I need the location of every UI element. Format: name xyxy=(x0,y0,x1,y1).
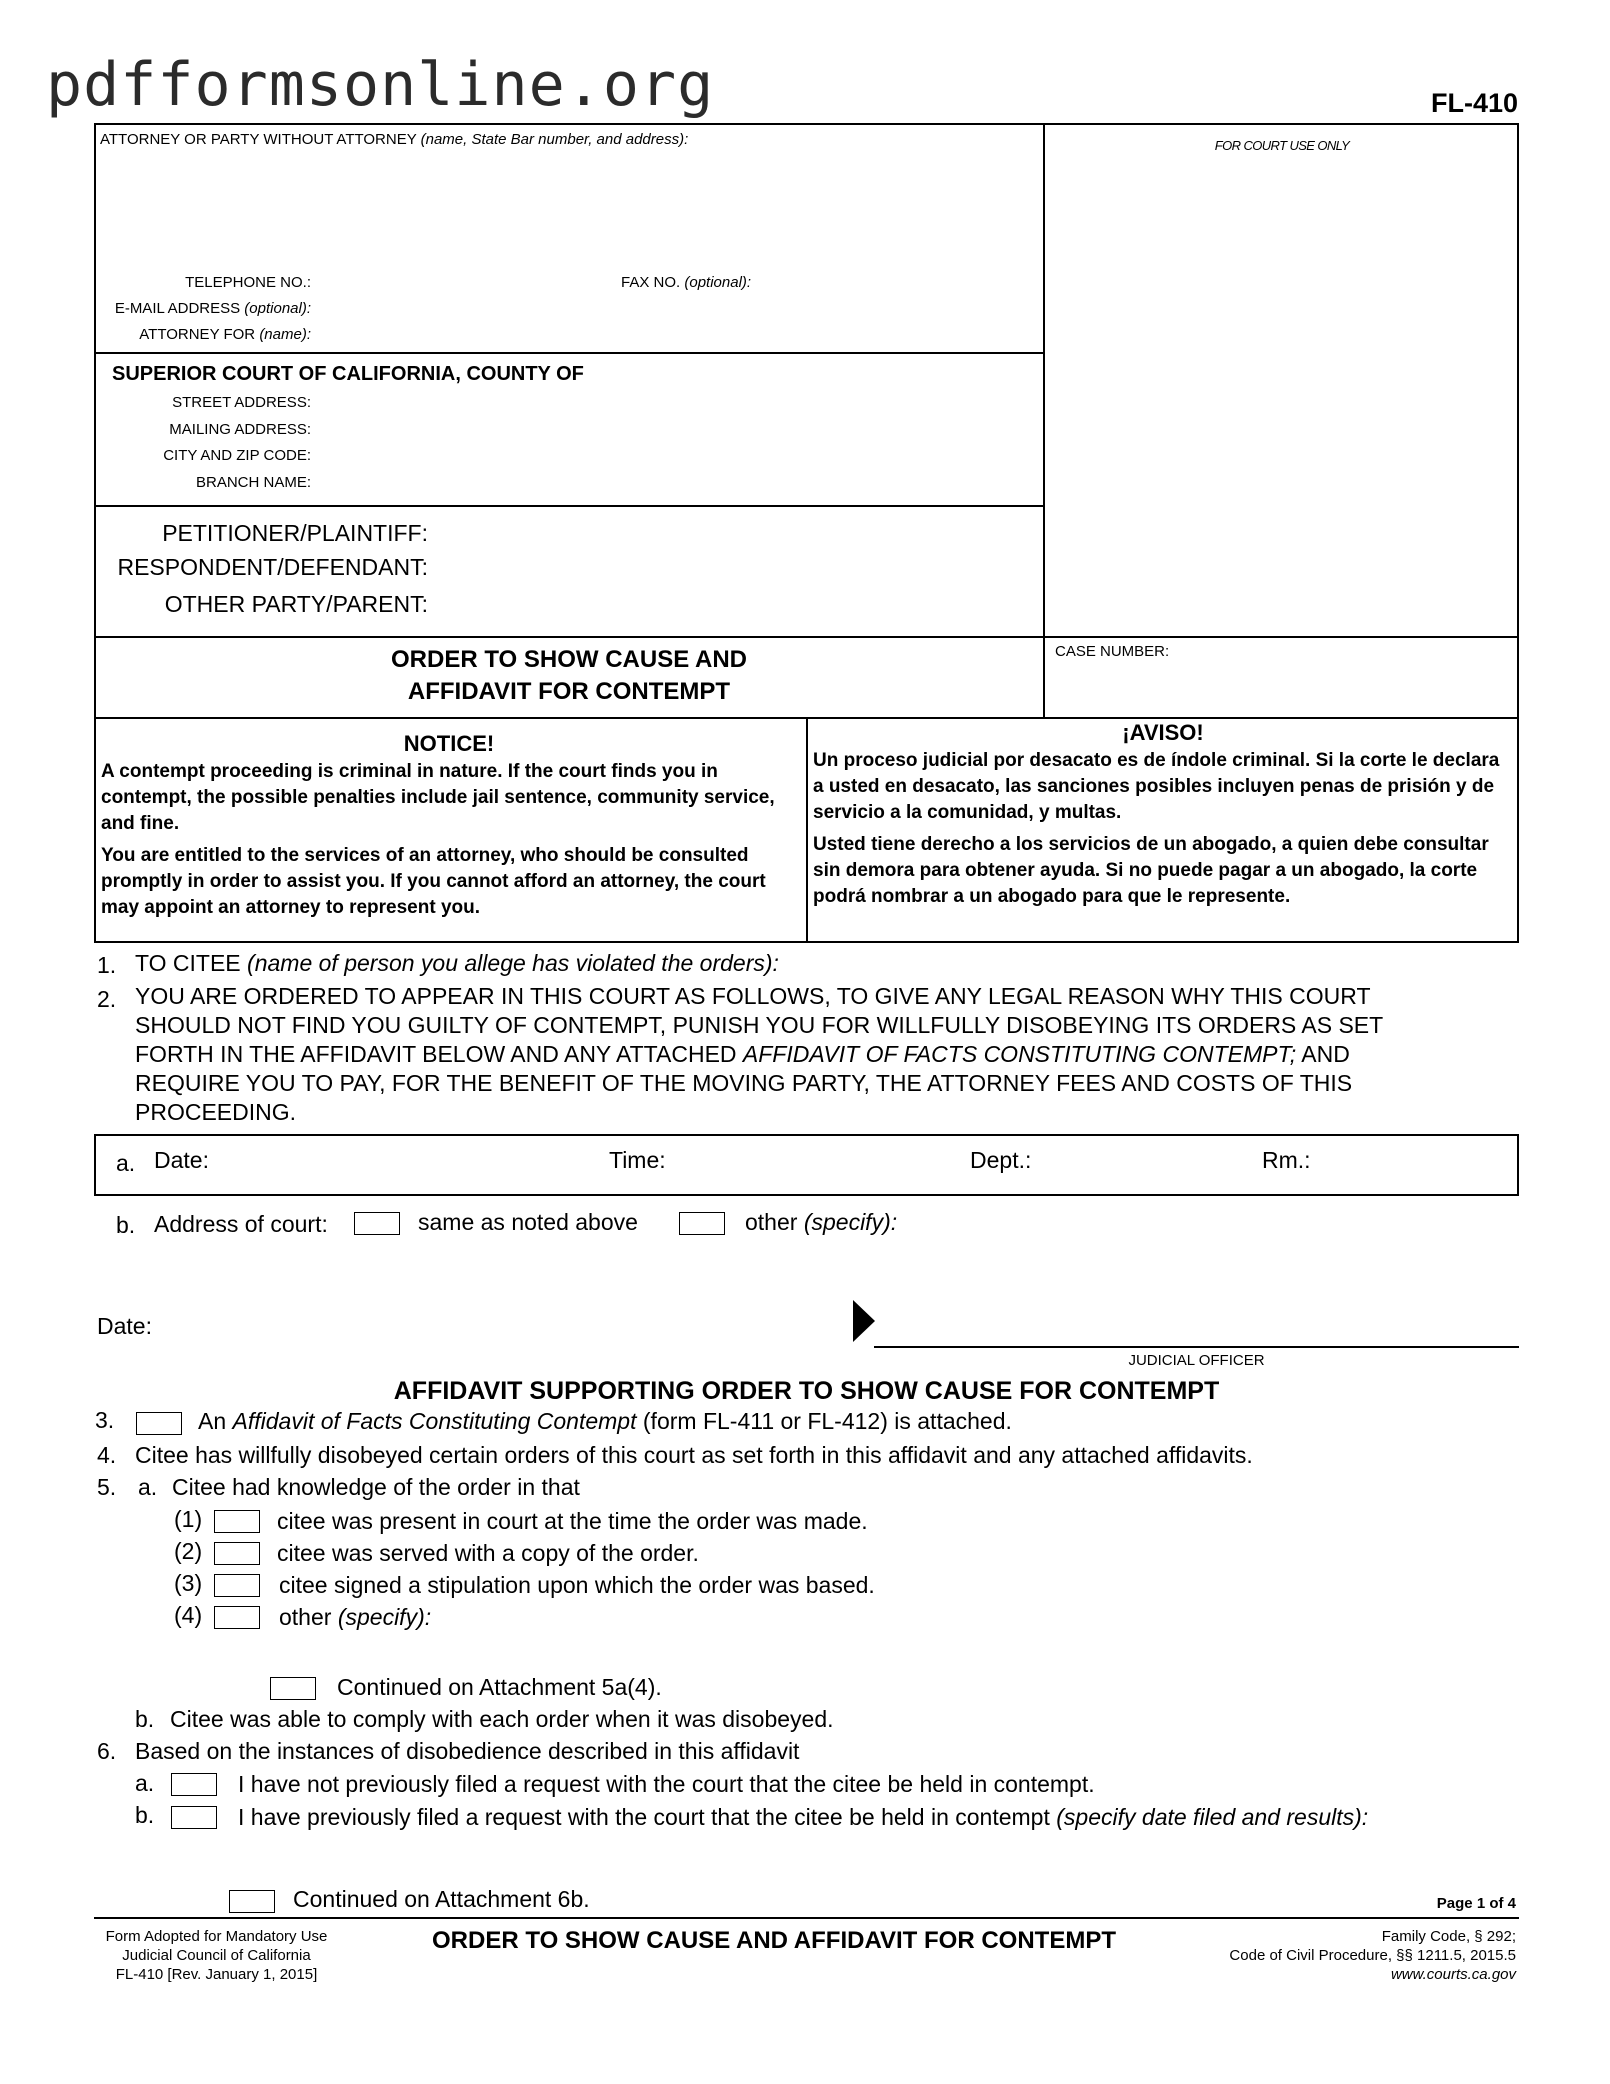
other-address-text: other xyxy=(745,1209,798,1235)
item-2-line-3b: AFFIDAVIT OF FACTS CONSTITUTING CONTEMPT; xyxy=(742,1041,1297,1067)
email-label xyxy=(100,300,311,317)
attorney-label-italic: (name, State Bar number, and address): xyxy=(420,131,689,148)
option-2-text: citee was served with a copy of the order. xyxy=(277,1540,699,1566)
item-2-line-4: REQUIRE YOU TO PAY, FOR THE BENEFIT OF THE MOVING PARTY, THE ATTORNEY FEES AND COSTS OF THIS xyxy=(135,1070,1353,1096)
form-title-line1: ORDER TO SHOW CAUSE AND xyxy=(390,646,747,673)
fax-optional: (optional): xyxy=(684,274,752,291)
email-optional: (optional): xyxy=(244,300,311,317)
divider-parties xyxy=(94,636,1519,638)
item-2-number: 2. xyxy=(97,986,117,1012)
option-2-number: (2) xyxy=(174,1538,203,1564)
respondent-label: RESPONDENT/DEFENDANT: xyxy=(117,554,428,580)
item-6-text: Based on the instances of disobedience described in this affidavit xyxy=(135,1738,800,1764)
notice-paragraph-1: A contempt proceeding is criminal in nature. If the court finds you in contempt, the possible penalties include jail sentence, community service, and fine. xyxy=(101,761,775,834)
attorney-for-label xyxy=(100,326,311,343)
footer-left-1: Form Adopted for Mandatory Use xyxy=(105,1928,328,1945)
affidavit-attached-checkbox[interactable] xyxy=(136,1412,182,1435)
attorney-for-text: ATTORNEY FOR xyxy=(139,326,256,343)
continued-5a4-checkbox[interactable] xyxy=(270,1677,316,1700)
aviso-paragraph-2: Usted tiene derecho a los servicios de un abogado, a quien debe consultar sin demora para obtener ayuda. Si no puede pagar a un abogado, la corte podrá nombrar a un abogado para que le represente. xyxy=(813,834,1489,907)
hearing-room-label: Rm.: xyxy=(1262,1147,1311,1173)
item-2-line-2: SHOULD NOT FIND YOU GUILTY OF CONTEMPT, PUNISH YOU FOR WILLFULLY DISOBEYING ITS ORDERS AS SET xyxy=(135,1012,1384,1038)
option-3-text: citee signed a stipulation upon which the order was based. xyxy=(279,1572,875,1598)
aviso-heading: ¡AVISO! xyxy=(1122,720,1204,745)
affidavit-heading: AFFIDAVIT SUPPORTING ORDER TO SHOW CAUSE FOR CONTEMPT xyxy=(393,1377,1220,1405)
attorney-label xyxy=(100,131,688,148)
served-copy-checkbox[interactable] xyxy=(214,1542,260,1565)
other-address-specify: (specify): xyxy=(803,1209,898,1235)
other-knowledge-checkbox[interactable] xyxy=(214,1606,260,1629)
other-party-label: OTHER PARTY/PARENT: xyxy=(164,591,428,617)
city-zip-label: CITY AND ZIP CODE: xyxy=(163,447,311,464)
form-number: FL-410 xyxy=(1430,88,1518,118)
item-5-number: 5. xyxy=(97,1474,117,1500)
option-1-text: citee was present in court at the time the order was made. xyxy=(277,1508,868,1534)
item-4-number: 4. xyxy=(97,1442,117,1468)
attorney-for-name: (name): xyxy=(259,326,311,343)
divider-court xyxy=(94,505,1044,507)
option-4-specify: (specify): xyxy=(337,1604,432,1630)
street-address-label: STREET ADDRESS: xyxy=(172,394,311,411)
option-1-number: (1) xyxy=(174,1506,203,1532)
notice-english xyxy=(101,731,797,927)
item-6b-text xyxy=(238,1803,1368,1832)
hearing-date-label: Date: xyxy=(154,1147,209,1173)
attorney-label-text: ATTORNEY OR PARTY WITHOUT ATTORNEY xyxy=(100,131,417,148)
item-2-line-3c: AND xyxy=(1296,1041,1350,1067)
option-4-text xyxy=(279,1603,431,1632)
other-address-label xyxy=(745,1208,897,1237)
footer-left-2: Judicial Council of California xyxy=(122,1947,311,1964)
footer-left xyxy=(94,1927,339,1984)
footer-right xyxy=(1229,1927,1516,1984)
case-number-label: CASE NUMBER: xyxy=(1055,643,1170,660)
notice-heading: NOTICE! xyxy=(403,731,495,756)
footer-right-2: Code of Civil Procedure, §§ 1211.5, 2015.5 xyxy=(1229,1947,1516,1964)
fax-label-text: FAX NO. xyxy=(621,274,681,291)
continued-5a4-label: Continued on Attachment 5a(4). xyxy=(337,1674,662,1700)
to-citee-italic: (name of person you allege has violated the orders): xyxy=(247,950,779,976)
divider-attorney xyxy=(94,352,1044,354)
court-use-only: FOR COURT USE ONLY xyxy=(1214,138,1350,153)
other-address-checkbox[interactable] xyxy=(679,1212,725,1235)
signature-date-label: Date: xyxy=(97,1313,152,1339)
item-3c: (form FL-411 or FL-412) is attached. xyxy=(636,1408,1012,1434)
fax-label xyxy=(621,274,751,291)
item-6b-main: I have previously filed a request with the court that the citee be held in contempt xyxy=(238,1804,1057,1830)
option-4-other: other xyxy=(279,1604,332,1630)
item-5a-text: Citee had knowledge of the order in that xyxy=(172,1474,580,1500)
mailing-address-label: MAILING ADDRESS: xyxy=(169,421,311,438)
signature-arrow-icon xyxy=(853,1300,875,1342)
hearing-dept-label: Dept.: xyxy=(970,1147,1032,1173)
footer-title: ORDER TO SHOW CAUSE AND AFFIDAVIT FOR CONTEMPT xyxy=(432,1927,1116,1954)
present-in-court-checkbox[interactable] xyxy=(214,1510,260,1533)
telephone-label: TELEPHONE NO.: xyxy=(185,274,311,291)
option-3-number: (3) xyxy=(174,1570,203,1596)
email-label-text: E-MAIL ADDRESS xyxy=(114,300,241,317)
branch-name-label: BRANCH NAME: xyxy=(195,474,311,491)
item-5b-text: Citee was able to comply with each order when it was disobeyed. xyxy=(170,1706,834,1732)
notice-divider xyxy=(806,717,808,943)
item-5b-label: b. xyxy=(135,1706,155,1732)
same-address-checkbox[interactable] xyxy=(354,1212,400,1235)
continued-6b-label: Continued on Attachment 6b. xyxy=(293,1886,590,1912)
footer-left-3: FL-410 [Rev. January 1, 2015] xyxy=(115,1966,318,1983)
item-1-text xyxy=(135,949,779,978)
continued-6b-checkbox[interactable] xyxy=(229,1890,275,1913)
item-6a-label: a. xyxy=(135,1770,155,1796)
item-1-number: 1. xyxy=(97,952,117,978)
item-2-line-1: YOU ARE ORDERED TO APPEAR IN THIS COURT AS FOLLOWS, TO GIVE ANY LEGAL REASON WHY THIS COURT xyxy=(135,983,1371,1009)
item-6b-italic: (specify date filed and results): xyxy=(1056,1804,1369,1830)
item-6-number: 6. xyxy=(97,1738,117,1764)
item-6b-label: b. xyxy=(135,1802,155,1828)
item-3-text xyxy=(198,1407,1012,1436)
same-address-label: same as noted above xyxy=(418,1209,638,1235)
item-2-line-5: PROCEEDING. xyxy=(135,1099,297,1125)
footer-right-1: Family Code, § 292; xyxy=(1381,1928,1516,1945)
judicial-officer-label: JUDICIAL OFFICER xyxy=(1128,1352,1265,1369)
notice-spanish xyxy=(813,720,1513,916)
court-title: SUPERIOR COURT OF CALIFORNIA, COUNTY OF xyxy=(112,363,584,385)
item-4-text: Citee has willfully disobeyed certain orders of this court as set forth in this affidavit and any attached affidavits. xyxy=(135,1442,1253,1468)
item-6a-text: I have not previously filed a request with the court that the citee be held in contempt. xyxy=(238,1771,1095,1797)
to-citee-label: TO CITEE xyxy=(135,950,241,976)
form-title-line2: AFFIDAVIT FOR CONTEMPT xyxy=(407,678,731,705)
not-previously-filed-checkbox[interactable] xyxy=(171,1773,217,1796)
hearing-a-label: a. xyxy=(116,1150,136,1176)
court-address-label: Address of court: xyxy=(154,1211,328,1237)
aviso-paragraph-1: Un proceso judicial por desacato es de índole criminal. Si la corte le declara a usted en desacato, las sanciones posibles incluyen penas de prisión y de servicio a la comunidad, y multas. xyxy=(813,750,1500,823)
item-3b: Affidavit of Facts Constituting Contempt xyxy=(232,1408,637,1434)
header-vertical-divider xyxy=(1043,123,1045,719)
signature-line xyxy=(874,1346,1519,1348)
signed-stipulation-checkbox[interactable] xyxy=(214,1574,260,1597)
item-5a-label: a. xyxy=(138,1474,158,1500)
notice-paragraph-2: You are entitled to the services of an attorney, who should be consulted promptly in order to assist you. If you cannot afford an attorney, the court may appoint an attorney to represent you. xyxy=(101,845,766,918)
page-number: Page 1 of 4 xyxy=(1436,1895,1516,1912)
petitioner-label: PETITIONER/PLAINTIFF: xyxy=(162,520,428,546)
previously-filed-checkbox[interactable] xyxy=(171,1806,217,1829)
item-3a: An xyxy=(198,1408,233,1434)
item-3-number: 3. xyxy=(95,1407,115,1433)
item-2-line-3a: FORTH IN THE AFFIDAVIT BELOW AND ANY ATTACHED xyxy=(135,1041,743,1067)
item-2-text xyxy=(135,982,1515,1127)
hearing-b-label: b. xyxy=(116,1212,136,1238)
footer-rule xyxy=(94,1917,1519,1919)
courts-website: www.courts.ca.gov xyxy=(1390,1966,1516,1983)
item-2-line-3 xyxy=(135,1040,1515,1069)
hearing-time-label: Time: xyxy=(609,1147,666,1173)
option-4-number: (4) xyxy=(174,1602,203,1628)
watermark: pdfformsonline.org xyxy=(46,50,715,120)
